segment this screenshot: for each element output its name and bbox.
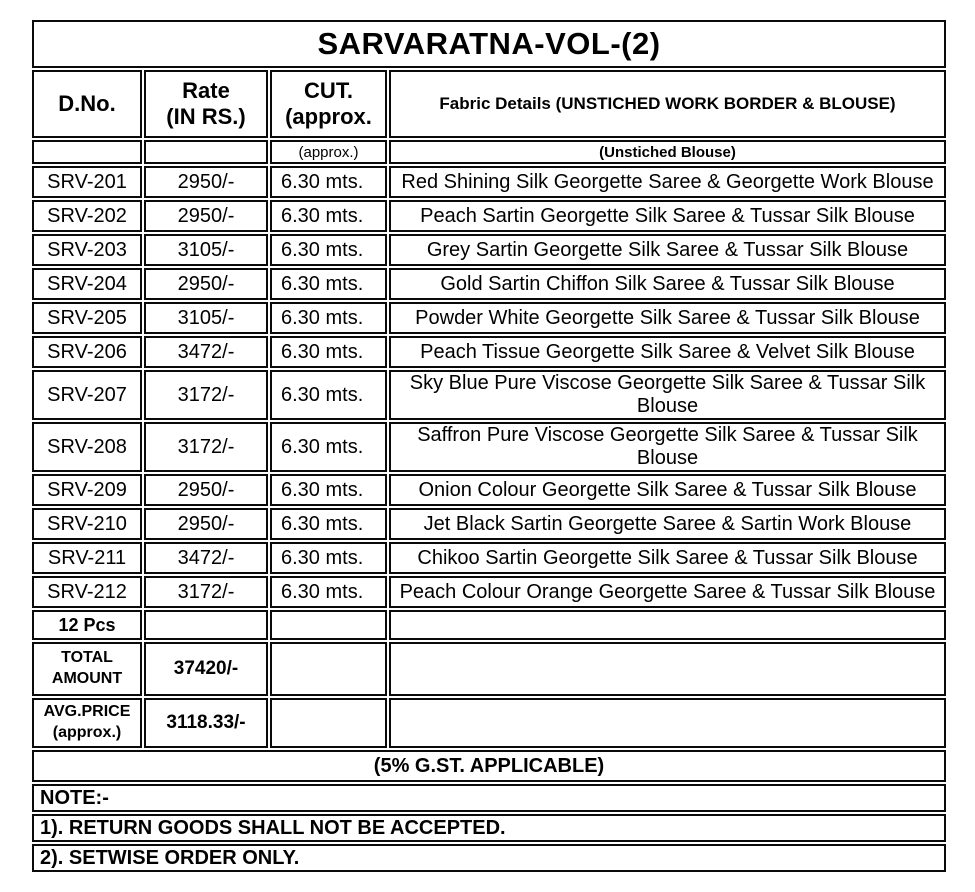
- table-row: [32, 166, 946, 198]
- title-row: [32, 20, 946, 68]
- empty-cell: [144, 610, 268, 640]
- total-row: [32, 642, 946, 696]
- document-title: SARVARATNA-VOL-(2): [32, 20, 946, 68]
- empty-cell: [389, 698, 946, 748]
- empty-cell: [270, 698, 387, 748]
- pieces-row: [32, 610, 946, 640]
- dno-cell: SRV-202: [32, 200, 142, 232]
- dno-cell: SRV-206: [32, 336, 142, 368]
- fabric-cell: Grey Sartin Georgette Silk Saree & Tussar Silk Blouse: [389, 234, 946, 266]
- fabric-cell: Powder White Georgette Silk Saree & Tussar Silk Blouse: [389, 302, 946, 334]
- header-row: [32, 70, 946, 138]
- fabric-cell: Peach Colour Orange Georgette Saree & Tussar Silk Blouse: [389, 576, 946, 608]
- total-amount-value: 37420/-: [144, 642, 268, 696]
- table-row: [32, 474, 946, 506]
- fabric-cell: Gold Sartin Chiffon Silk Saree & Tussar Silk Blouse: [389, 268, 946, 300]
- rate-cell: 3472/-: [144, 542, 268, 574]
- table-row: [32, 268, 946, 300]
- cut-cell: 6.30 mts.: [270, 200, 387, 232]
- empty-cell: [389, 610, 946, 640]
- rate-cell: 2950/-: [144, 474, 268, 506]
- table-row: [32, 422, 946, 472]
- empty-cell: [389, 642, 946, 696]
- rate-cell: 2950/-: [144, 268, 268, 300]
- gst-row: [32, 750, 946, 782]
- cut-cell: 6.30 mts.: [270, 268, 387, 300]
- fabric-cell: Red Shining Silk Georgette Saree & Georgette Work Blouse: [389, 166, 946, 198]
- rate-cell: 3172/-: [144, 576, 268, 608]
- total-amount-label: TOTAL AMOUNT: [32, 642, 142, 696]
- col-header-cut-line2: (approx.: [285, 104, 372, 129]
- subheader-fabric: (Unstiched Blouse): [389, 140, 946, 164]
- avg-price-label: AVG.PRICE (approx.): [32, 698, 142, 748]
- subheader-cut: (approx.): [270, 140, 387, 164]
- rate-cell: 2950/-: [144, 166, 268, 198]
- col-header-rate-line1: Rate: [182, 78, 230, 104]
- price-list-document: [30, 18, 948, 874]
- table-row: [32, 576, 946, 608]
- table-row: [32, 370, 946, 420]
- col-header-cut: [270, 70, 387, 138]
- fabric-cell: Peach Sartin Georgette Silk Saree & Tussar Silk Blouse: [389, 200, 946, 232]
- dno-cell: SRV-203: [32, 234, 142, 266]
- col-header-dno: D.No.: [32, 70, 142, 138]
- fabric-cell: Jet Black Sartin Georgette Saree & Sartin Work Blouse: [389, 508, 946, 540]
- rate-cell: 3172/-: [144, 422, 268, 472]
- note-row: [32, 814, 946, 842]
- pieces-count: 12 Pcs: [32, 610, 142, 640]
- col-header-fabric: Fabric Details (UNSTICHED WORK BORDER & BLOUSE): [389, 70, 946, 138]
- gst-notice: (5% G.ST. APPLICABLE): [32, 750, 946, 782]
- fabric-cell: Chikoo Sartin Georgette Silk Saree & Tussar Silk Blouse: [389, 542, 946, 574]
- dno-cell: SRV-211: [32, 542, 142, 574]
- fabric-cell: Onion Colour Georgette Silk Saree & Tussar Silk Blouse: [389, 474, 946, 506]
- cut-cell: 6.30 mts.: [270, 302, 387, 334]
- avg-price-value: 3118.33/-: [144, 698, 268, 748]
- note-row: [32, 844, 946, 872]
- note-2: 2). SETWISE ORDER ONLY.: [32, 844, 946, 872]
- table-row: [32, 200, 946, 232]
- col-header-rate: [144, 70, 268, 138]
- col-header-rate-line2: (IN RS.): [166, 104, 246, 129]
- cut-cell: 6.30 mts.: [270, 474, 387, 506]
- rate-cell: 3472/-: [144, 336, 268, 368]
- empty-cell: [270, 642, 387, 696]
- subheader-row: [32, 140, 946, 164]
- rate-cell: 3105/-: [144, 302, 268, 334]
- rate-cell: 3172/-: [144, 370, 268, 420]
- empty-cell: [270, 610, 387, 640]
- rate-cell: 3105/-: [144, 234, 268, 266]
- note-label: NOTE:-: [32, 784, 946, 812]
- table-row: [32, 234, 946, 266]
- price-table: [30, 18, 948, 874]
- cut-cell: 6.30 mts.: [270, 234, 387, 266]
- dno-cell: SRV-204: [32, 268, 142, 300]
- dno-cell: SRV-205: [32, 302, 142, 334]
- fabric-cell: Saffron Pure Viscose Georgette Silk Saree & Tussar Silk Blouse: [389, 422, 946, 472]
- table-row: [32, 542, 946, 574]
- dno-cell: SRV-212: [32, 576, 142, 608]
- rate-cell: 2950/-: [144, 508, 268, 540]
- rate-cell: 2950/-: [144, 200, 268, 232]
- table-row: [32, 508, 946, 540]
- table-row: [32, 336, 946, 368]
- table-row: [32, 302, 946, 334]
- note-label-row: [32, 784, 946, 812]
- dno-cell: SRV-210: [32, 508, 142, 540]
- dno-cell: SRV-201: [32, 166, 142, 198]
- cut-cell: 6.30 mts.: [270, 336, 387, 368]
- cut-cell: 6.30 mts.: [270, 166, 387, 198]
- empty-cell: [144, 140, 268, 164]
- col-header-cut-line1: CUT.: [304, 78, 353, 104]
- fabric-cell: Sky Blue Pure Viscose Georgette Silk Saree & Tussar Silk Blouse: [389, 370, 946, 420]
- avg-price-row: [32, 698, 946, 748]
- empty-cell: [32, 140, 142, 164]
- cut-cell: 6.30 mts.: [270, 576, 387, 608]
- dno-cell: SRV-208: [32, 422, 142, 472]
- note-1: 1). RETURN GOODS SHALL NOT BE ACCEPTED.: [32, 814, 946, 842]
- cut-cell: 6.30 mts.: [270, 422, 387, 472]
- dno-cell: SRV-209: [32, 474, 142, 506]
- fabric-cell: Peach Tissue Georgette Silk Saree & Velvet Silk Blouse: [389, 336, 946, 368]
- cut-cell: 6.30 mts.: [270, 542, 387, 574]
- cut-cell: 6.30 mts.: [270, 370, 387, 420]
- dno-cell: SRV-207: [32, 370, 142, 420]
- cut-cell: 6.30 mts.: [270, 508, 387, 540]
